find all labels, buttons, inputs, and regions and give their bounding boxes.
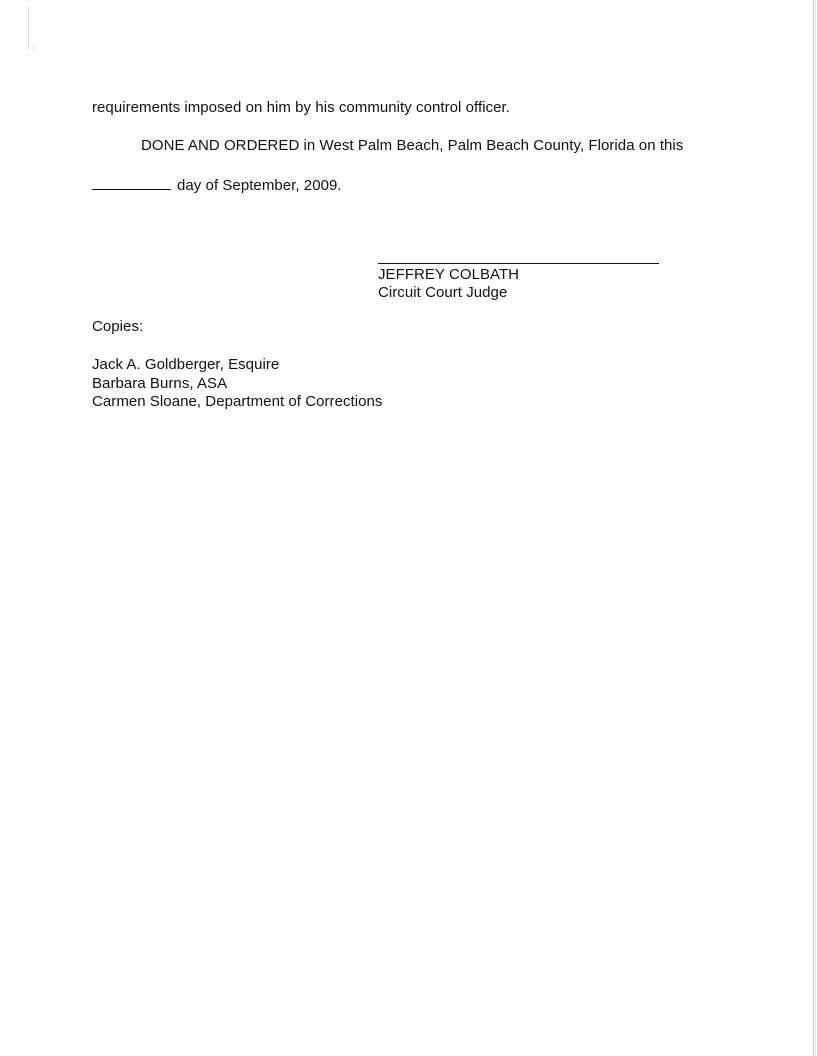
body-line-requirements: requirements imposed on him by his community control officer. — [92, 99, 510, 116]
copies-recipient: Carmen Sloane, Department of Corrections — [92, 393, 383, 410]
date-text: day of September, 2009. — [177, 177, 342, 194]
date-blank-line — [92, 176, 171, 190]
judge-name: JEFFREY COLBATH — [378, 266, 520, 283]
copies-recipient: Jack A. Goldberger, Esquire — [92, 356, 280, 373]
signature-line — [378, 263, 659, 264]
scan-artifact — [28, 6, 29, 50]
copies-heading: Copies: — [92, 318, 144, 335]
judge-title: Circuit Court Judge — [378, 284, 508, 301]
scan-artifact — [31, 44, 35, 52]
date-line — [92, 176, 342, 195]
body-line-done-and-ordered: DONE AND ORDERED in West Palm Beach, Palm Beach County, Florida on this — [141, 137, 684, 154]
copies-recipient: Barbara Burns, ASA — [92, 375, 228, 392]
scan-edge — [815, 0, 816, 1056]
scan-edge — [813, 0, 814, 1056]
